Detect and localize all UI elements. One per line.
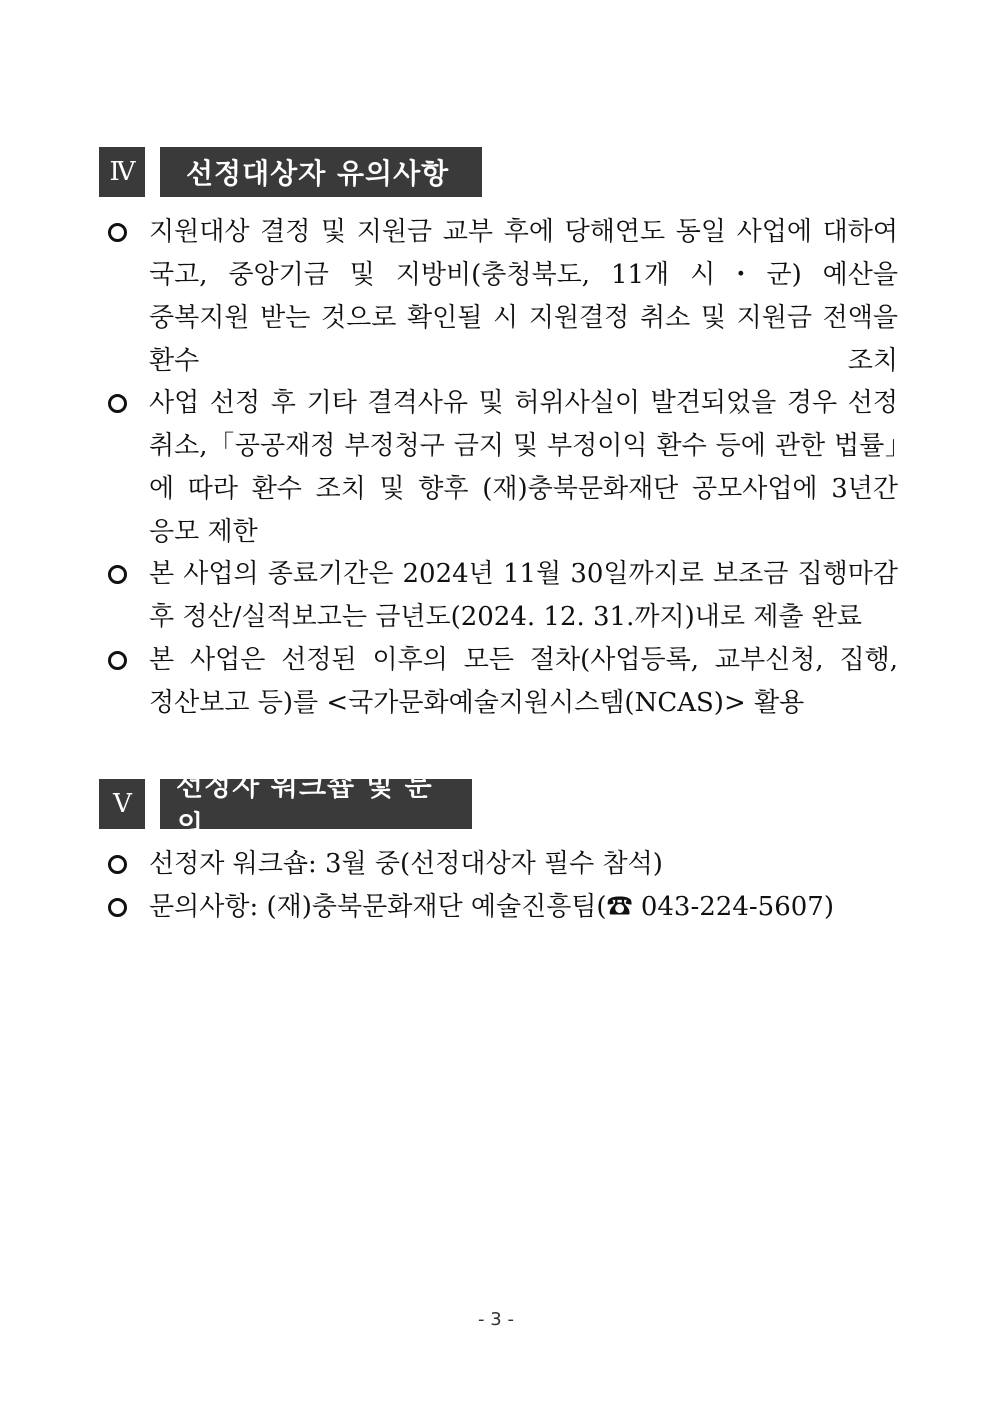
list-item-text: 본 사업은 선정된 이후의 모든 절차(사업등록, 교부신청, 집행, 정산보고 등)를 <국가문화예술지원시스템(NCAS)> 활용 xyxy=(149,645,898,718)
circle-bullet-icon xyxy=(108,211,134,254)
list-item xyxy=(108,382,898,554)
list-item xyxy=(108,639,898,725)
list-item-text: 사업 선정 후 기타 결격사유 및 허위사실이 발견되었을 경우 선정 취소,「공공재정 부정청구 금지 및 부정이익 환수 등에 관한 법률」에 따라 환수 조치 및 향후 (재)충북문화재단 공모사업에 3년간 응모 제한 xyxy=(149,388,898,547)
list-item xyxy=(108,211,898,383)
circle-bullet-icon xyxy=(108,886,134,929)
circle-bullet-icon xyxy=(108,382,134,425)
section-title: 선정자 워크숍 및 문의 xyxy=(160,779,472,829)
section-numeral: Ⅳ xyxy=(99,147,145,197)
list-item-text: 본 사업의 종료기간은 2024년 11월 30일까지로 보조금 집행마감 후 정산/실적보고는 금년도(2024. 12. 31.까지)내로 제출 완료 xyxy=(149,559,898,632)
list-item-text: 문의사항: (재)충북문화재단 예술진흥팀(☎ 043-224-5607) xyxy=(149,892,834,922)
list-item xyxy=(108,886,898,929)
list-item xyxy=(108,553,898,639)
circle-bullet-icon xyxy=(108,553,134,596)
list-item-text: 선정자 워크숍: 3월 중(선정대상자 필수 참석) xyxy=(149,849,663,879)
list-item xyxy=(108,843,898,886)
page-number: - 3 - xyxy=(478,1309,514,1330)
list-item-text: 지원대상 결정 및 지원금 교부 후에 당해연도 동일 사업에 대하여 국고, 중앙기금 및 지방비(충청북도, 11개 시・군) 예산을 중복지원 받는 것으로 확인될 시 지원결정 취소 및 지원금 전액을 환수 조치 xyxy=(149,217,898,376)
section-header-4 xyxy=(99,147,482,197)
section-numeral: Ⅴ xyxy=(99,779,145,829)
section-header-5 xyxy=(99,769,472,842)
section-title: 선정대상자 유의사항 xyxy=(160,147,482,197)
circle-bullet-icon xyxy=(108,639,134,682)
circle-bullet-icon xyxy=(108,843,134,886)
